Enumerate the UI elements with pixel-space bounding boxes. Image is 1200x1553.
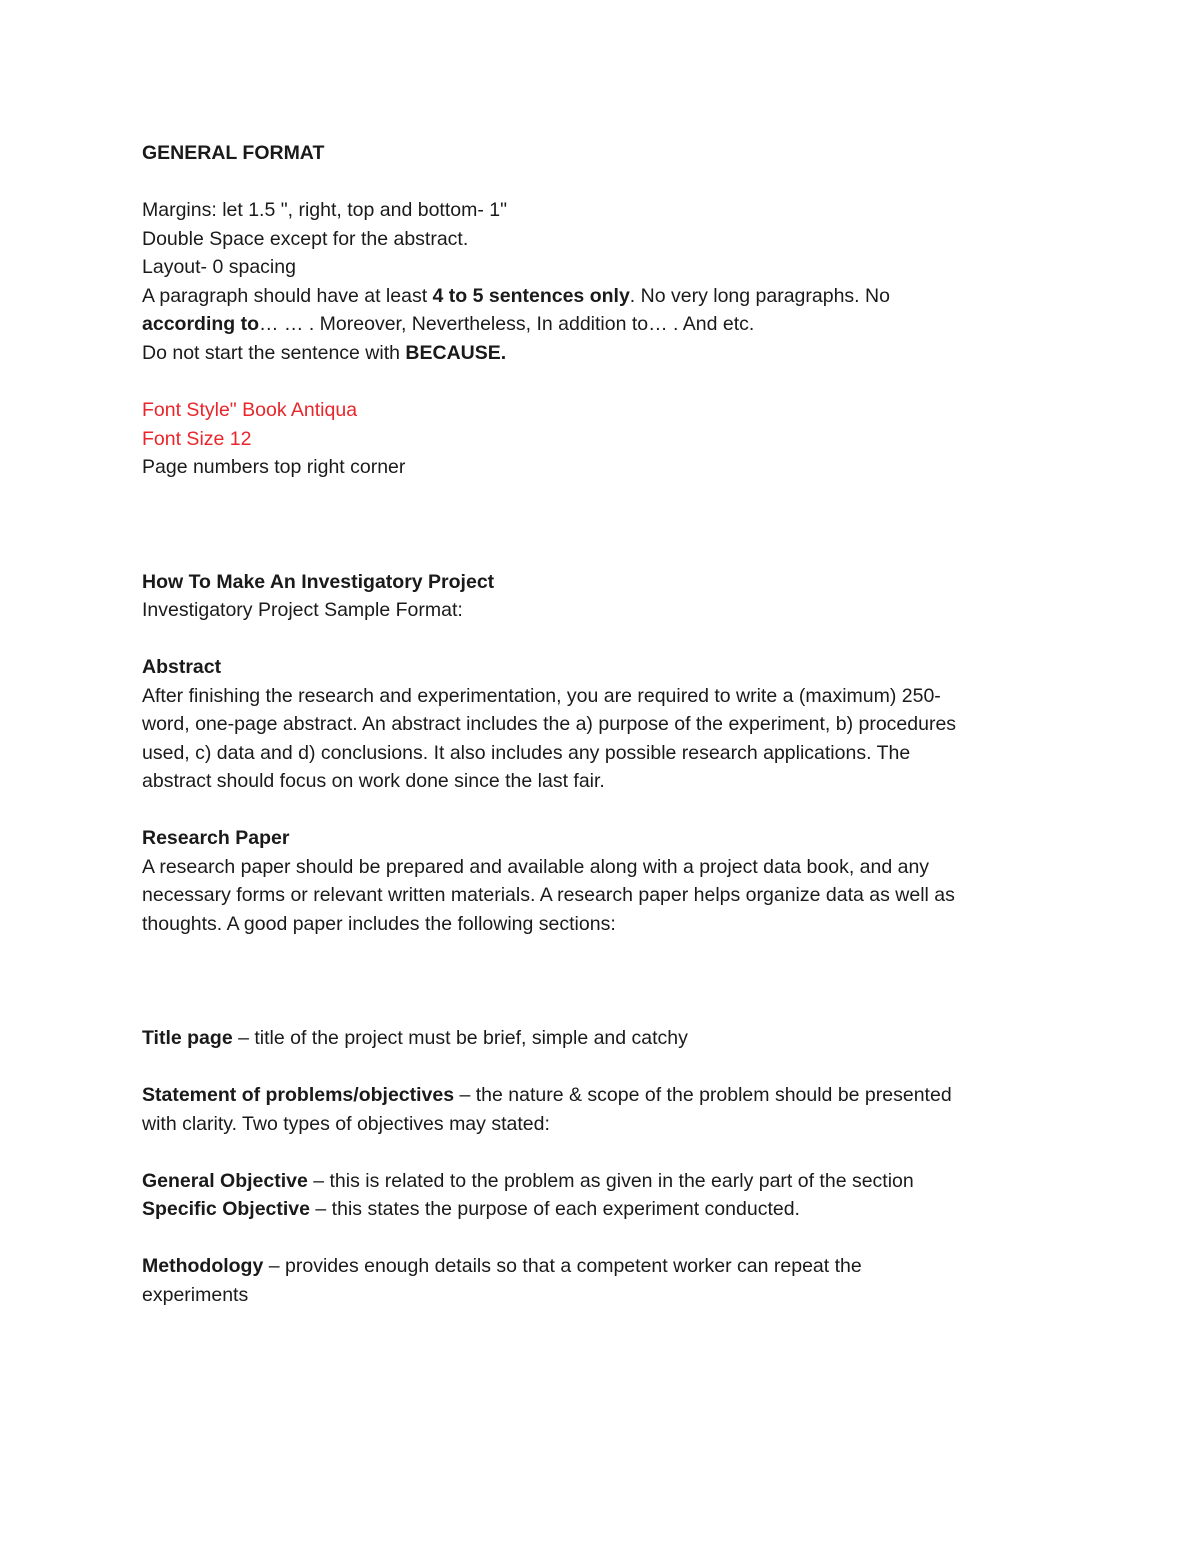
abstract-line-1: After finishing the research and experimentation, you are required to write a (maximum) 250-: [142, 684, 941, 707]
research-line-1: A research paper should be prepared and available along with a project data book, and any: [142, 855, 930, 878]
methodology-item: Methodology – provides enough details so that a competent worker can repeat the: [142, 1255, 862, 1277]
investigatory-subheading: Investigatory Project Sample Format:: [142, 599, 463, 621]
general-format-heading: GENERAL FORMAT: [142, 142, 325, 164]
margins-line: Margins: let 1.5 ", right, top and bottom- 1": [142, 199, 508, 221]
specific-objective-item: Specific Objective – this states the purpose of each experiment conducted.: [142, 1198, 800, 1220]
abstract-line-2: word, one-page abstract. An abstract includes the a) purpose of the experiment, b) procedures: [142, 713, 957, 735]
paragraph-rule-line: A paragraph should have at least 4 to 5 sentences only. No very long paragraphs. No: [142, 284, 890, 307]
general-objective-item: General Objective – this is related to the problem as given in the early part of the section: [142, 1169, 914, 1192]
font-style-line: Font Style" Book Antiqua: [142, 399, 358, 421]
abstract-line-3: used, c) data and d) conclusions. It also includes any possible research applications. The: [142, 741, 911, 764]
because-rule-line: Do not start the sentence with BECAUSE.: [142, 341, 507, 364]
research-line-3: thoughts. A good paper includes the following sections:: [142, 912, 616, 935]
double-space-line: Double Space except for the abstract.: [142, 227, 469, 250]
investigatory-heading: How To Make An Investigatory Project: [142, 570, 495, 593]
statement-item: Statement of problems/objectives – the nature & scope of the problem should be presented: [142, 1084, 952, 1106]
research-paper-heading: Research Paper: [142, 827, 290, 849]
layout-line: Layout- 0 spacing: [142, 256, 296, 278]
font-size-line: Font Size 12: [142, 427, 252, 450]
abstract-line-4: abstract should focus on work done since the last fair.: [142, 770, 605, 792]
abstract-heading: Abstract: [142, 656, 222, 678]
methodology-item-continued: experiments: [142, 1283, 249, 1306]
statement-item-continued: with clarity. Two types of objectives may stated:: [142, 1112, 550, 1135]
according-to-line: according to… … . Moreover, Nevertheless, In addition to… . And etc.: [142, 313, 755, 335]
page-numbers-line: Page numbers top right corner: [142, 456, 406, 478]
title-page-item: Title page – title of the project must be brief, simple and catchy: [142, 1027, 688, 1049]
document-page: [142, 139, 1052, 1309]
research-line-2: necessary forms or relevant written materials. A research paper helps organize data as well as: [142, 884, 955, 906]
